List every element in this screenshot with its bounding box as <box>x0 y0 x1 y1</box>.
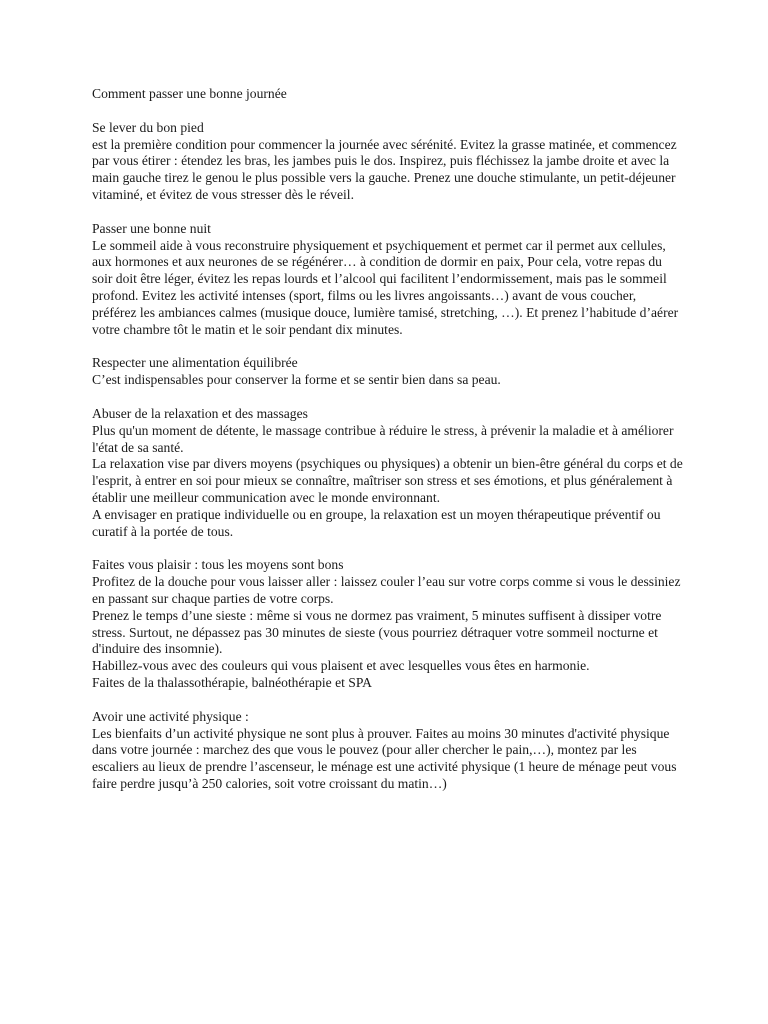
section-plaisir <box>92 557 684 691</box>
section-heading: Se lever du bon pied <box>92 119 204 135</box>
section-paragraph: La relaxation vise par divers moyens (psychiques ou physiques) a obtenir un bien-être général du corps et de l'esprit, à entrer en soi pour mieux se connaître, maîtriser son stress et ses émotions, et plus généralement à établir une meilleur communication avec le monde environnant. <box>92 456 683 505</box>
section-heading: Abuser de la relaxation et des massages <box>92 405 308 421</box>
section-bonne-nuit <box>92 221 684 339</box>
section-paragraph: Plus qu'un moment de détente, le massage contribue à réduire le stress, à prévenir la maladie et à améliorer l'état de sa santé. <box>92 422 674 455</box>
section-paragraph: est la première condition pour commencer la journée avec sérénité. Evitez la grasse matinée, et commencez par vous étirer : étendez les bras, les jambes puis le dos. Inspirez, puis fléchissez la jambe droite et avec la main gauche tirez le genou le plus possible vers la gauche. Prenez une douche stimulante, un petit-déjeuner vitaminé, et évitez de vous stresser dès le réveil. <box>92 136 677 202</box>
section-heading: Passer une bonne nuit <box>92 220 211 236</box>
section-paragraph: Faites de la thalassothérapie, balnéothérapie et SPA <box>92 674 372 690</box>
section-relaxation <box>92 406 684 540</box>
section-paragraph: Habillez-vous avec des couleurs qui vous plaisent et avec lesquelles vous êtes en harmonie. <box>92 658 590 674</box>
section-paragraph: C’est indispensables pour conserver la forme et se sentir bien dans sa peau. <box>92 372 501 388</box>
section-heading: Avoir une activité physique : <box>92 708 249 724</box>
section-heading: Respecter une alimentation équilibrée <box>92 355 298 371</box>
section-heading: Faites vous plaisir : tous les moyens sont bons <box>92 557 344 573</box>
document-page <box>92 86 684 810</box>
section-paragraph: Prenez le temps d’une sieste : même si vous ne dormez pas vraiment, 5 minutes suffisent à dissiper votre stress. Surtout, ne dépassez pas 30 minutes de sieste (vous pourriez détraquer votre sommeil nocturne et d'induire des insomnie). <box>92 607 662 657</box>
section-alimentation <box>92 355 684 389</box>
section-paragraph: Le sommeil aide à vous reconstruire physiquement et psychiquement et permet car il permet aux cellules, aux hormones et aux neurones de se régénérer… à condition de dormir en paix, Pour cela, votre repas du soir doit être léger, évitez les repas lourds et l’alcool qui facilitent l’endormissement, mais pas le sommeil profond. Evitez les activité intenses (sport, films ou les livres angoissants…) avant de vous coucher, préférez les ambiances calmes (musique douce, lumière tamisé, stretching, …). Et prenez l’habitude d’aérer votre chambre tôt le matin et le soir pendant dix minutes. <box>92 237 679 337</box>
section-activite-physique <box>92 709 684 793</box>
section-paragraph: A envisager en pratique individuelle ou en groupe, la relaxation est un moyen thérapeutique préventif ou curatif à la portée de tous. <box>92 506 661 539</box>
section-paragraph: Les bienfaits d’un activité physique ne sont plus à prouver. Faites au moins 30 minutes d'activité physique dans votre journée : marchez des que vous le pouvez (pour aller chercher le pain,…), montez par les escaliers au lieux de prendre l’ascenseur, le ménage est une activité physique (1 heure de ménage peut vous faire perdre jusqu’à 250 calories, soit votre croissant du matin…) <box>92 725 677 791</box>
section-paragraph: Profitez de la douche pour vous laisser aller : laissez couler l’eau sur votre corps comme si vous le dessiniez en passant sur chaque parties de votre corps. <box>92 574 681 606</box>
document-title: Comment passer une bonne journée <box>92 86 287 101</box>
section-se-lever <box>92 120 684 204</box>
